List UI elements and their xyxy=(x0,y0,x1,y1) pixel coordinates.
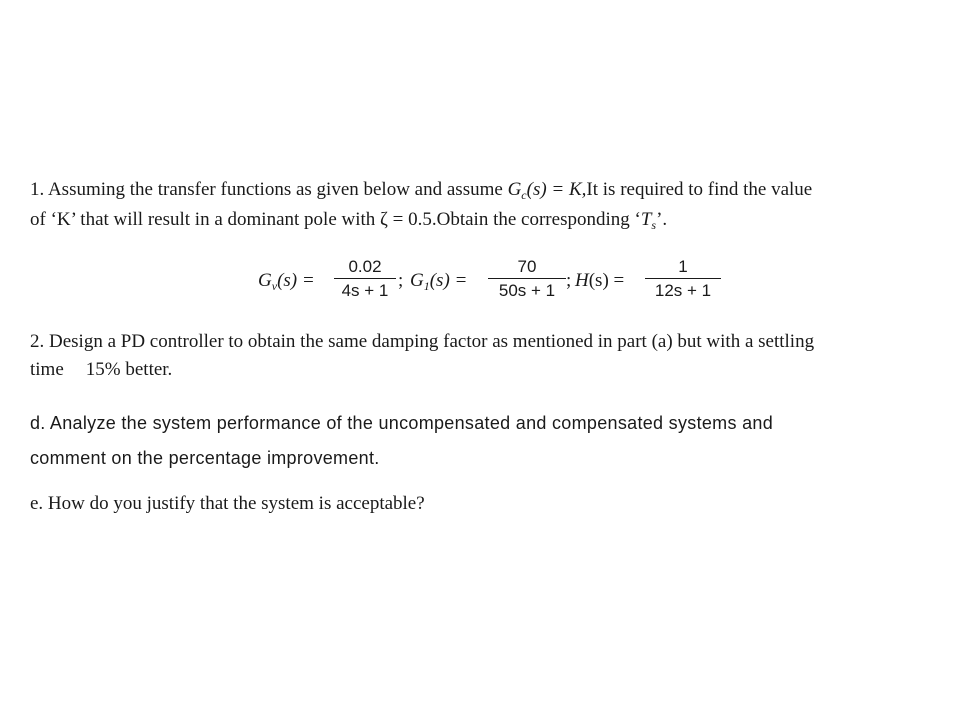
h-denominator: 12s + 1 xyxy=(654,281,712,300)
question-e-line-1: e. How do you justify that the system is acceptable? xyxy=(30,493,425,514)
q1-text-prefix: 1. Assuming the transfer functions as given below and assume xyxy=(30,179,508,200)
zeta-expression: ζ = 0.5. xyxy=(380,209,437,230)
gv-denominator: 4s + 1 xyxy=(341,281,389,300)
gv-lhs: $G_v(s)$ = xyxy=(258,270,315,293)
g1-denominator: 50s + 1 xyxy=(498,281,556,300)
q2-percentage: 15% better. xyxy=(85,359,173,380)
question-2-line-2 xyxy=(30,358,172,382)
question-d-line-2: comment on the percentage improvement. xyxy=(30,448,380,468)
q2-time-word: time xyxy=(30,359,64,380)
q1-line2-mid: Obtain the corresponding ‘ xyxy=(436,209,641,230)
question-d-line-1: d. Analyze the system performance of the uncompensated and compensated systems and xyxy=(30,413,774,433)
g1-separator: ; xyxy=(566,270,572,291)
g1-numerator: 70 xyxy=(517,257,537,276)
question-1-line-2 xyxy=(30,208,667,237)
question-1-line-1 xyxy=(30,178,812,207)
ts-symbol: T xyxy=(640,209,652,230)
g1-lhs: $G_1(s)$ = xyxy=(410,270,468,293)
gc-subscript: c xyxy=(521,188,527,202)
h-lhs: H(s) = xyxy=(575,270,625,291)
q1-line2-suffix: ’. xyxy=(656,209,668,230)
gv-separator: ; xyxy=(398,270,404,291)
q1-text-suffix: It is required to find the value xyxy=(586,179,813,200)
gc-expression: (s) = K, xyxy=(526,179,587,200)
g1-fraction xyxy=(488,256,566,301)
question-2-line-1: 2. Design a PD controller to obtain the same damping factor as mentioned in part (a) but with a settling xyxy=(30,331,815,352)
ts-subscript: s xyxy=(651,218,657,232)
h-fraction xyxy=(645,256,721,301)
q1-line2-prefix: of ‘K’ that will result in a dominant pole with xyxy=(30,209,381,230)
gv-fraction xyxy=(334,256,396,301)
h-numerator: 1 xyxy=(678,257,688,276)
gv-numerator: 0.02 xyxy=(348,257,382,276)
gc-symbol: G xyxy=(507,179,522,200)
